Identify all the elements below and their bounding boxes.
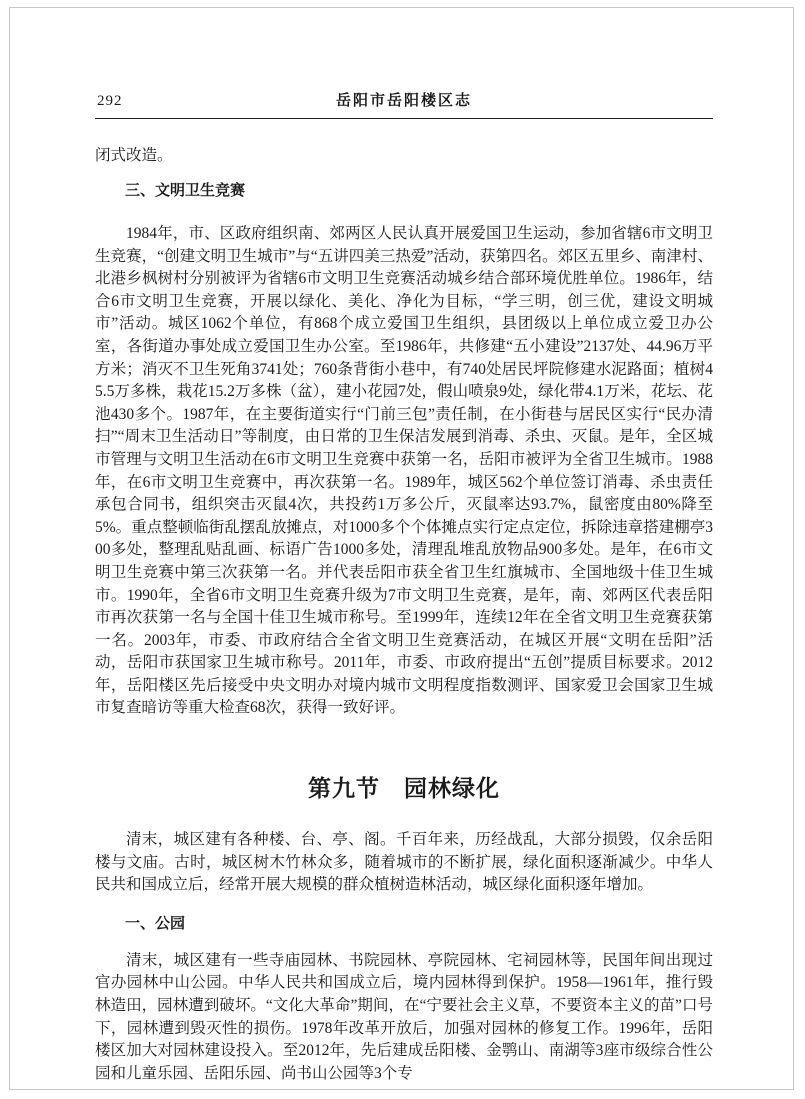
carryover-text: 闭式改造。 — [95, 147, 173, 164]
page-number: 292 — [97, 93, 123, 109]
book-title: 岳阳市岳阳楼区志 — [335, 93, 472, 109]
garden-intro-paragraph: 清末，城区建有各种楼、台、亭、阁。千百年来，历经战乱，大部分损毁，仅余岳阳楼与文庙。古时，城区树木竹林众多，随着城市的不断扩展，绿化面积逐渐减少。中华人民共和国成立后，经常开展大规模的群众植树造林活动，城区绿化面积逐年增加。 — [95, 831, 713, 894]
page — [95, 92, 713, 1085]
park-paragraph: 清末，城区建有一些寺庙园林、书院园林、亭院园林、宅祠园林等，民国年间出现过官办园林中山公园。中华人民共和国成立后，境内园林得到保护。1958—1961年，推行毁林造田，园林遭到破坏。“文化大革命”期间，在“宁要社会主义草，不要资本主义的苗”口号下，园林遭到毁灭性的损伤。1978年改革开放后，加强对园林的修复工作。1996年，岳阳楼区加大对园林建设投入。至2012年，先后建成岳阳楼、金鹗山、南湖等3座市级综合性公园和儿童乐园、岳阳乐园、尚书山公园等3个专 — [95, 951, 713, 1082]
sub-heading-park: 一、公园 — [125, 915, 186, 932]
page-header — [95, 92, 713, 119]
hygiene-paragraph: 1984年，市、区政府组织南、郊两区人民认真开展爱国卫生运动，参加省辖6市文明卫生竞赛，“创建文明卫生城市”与“五讲四美三热爱”活动，获第四名。郊区五里乡、南津村、北港乡枫树村分别被评为省辖6市文明卫生竞赛活动城乡结合部环境优胜单位。1986年，结合6市文明卫生竞赛，开展以绿化、美化、净化为目标，“学三明，创三优，建设文明城市”活动。城区1062个单位，有868个成立爱国卫生组织，县团级以上单位成立爱卫办公室，各街道办事处成立爱国卫生办公室。至1986年，共修建“五小建设”2137处、44.96万平方米；消灭不卫生死角3741处；760条背街小巷中，有740处居民坪院修建水泥路面；植树45.5万多株，栽花15.2万多株（盆），建小花园7处，假山喷泉9处，绿化带4.1万米，花坛、花池430多个。1987年，在主要街道实行“门前三包”责任制，在小街巷与居民区实行“民办清扫”“周末卫生活动日”等制度，由日常的卫生保洁发展到消毒、杀虫、灭鼠。是年，全区城市管理与文明卫生活动在6市文明卫生竞赛中获第一名，岳阳市被评为全省卫生城市。1988年，在6市文明卫生竞赛中，再次获第一名。1989年，城区562个单位签订消毒、杀虫责任承包合同书，组织突击灭鼠4次，共投药1万多公斤，灭鼠率达93.7%，鼠密度由80%降至5%。重点整顿临街乱摆乱放摊点，对1000多个个体摊点实行定点定位，拆除违章搭建棚亭300多处，整理乱贴乱画、标语广告1000多处，清理乱堆乱放物品900多处。是年，在6市文明卫生竞赛中第三次获第一名。并代表岳阳市获全省卫生红旗城市、全国地级十佳卫生城市。1990年，全省6市文明卫生竞赛升级为7市文明卫生竞赛，是年，南、郊两区代表岳阳市再次获第一名与全国十佳卫生城市称号。至1999年，连续12年在全省文明卫生竞赛获第一名。2003年，市委、市政府结合全省文明卫生竞赛活动，在城区开展“文明在岳阳”活动，岳阳市获国家卫生城市称号。2011年，市委、市政府提出“五创”提质目标要求。2012年，岳阳楼区先后接受中央文明办对境内城市文明程度指数测评、国家爱卫会国家卫生城市复查暗访等重大检查68次，获得一致好评。 — [95, 225, 713, 717]
section-heading-hygiene: 三、文明卫生竞赛 — [125, 183, 246, 199]
section-heading-garden: 第九节 园林绿化 — [308, 775, 500, 802]
